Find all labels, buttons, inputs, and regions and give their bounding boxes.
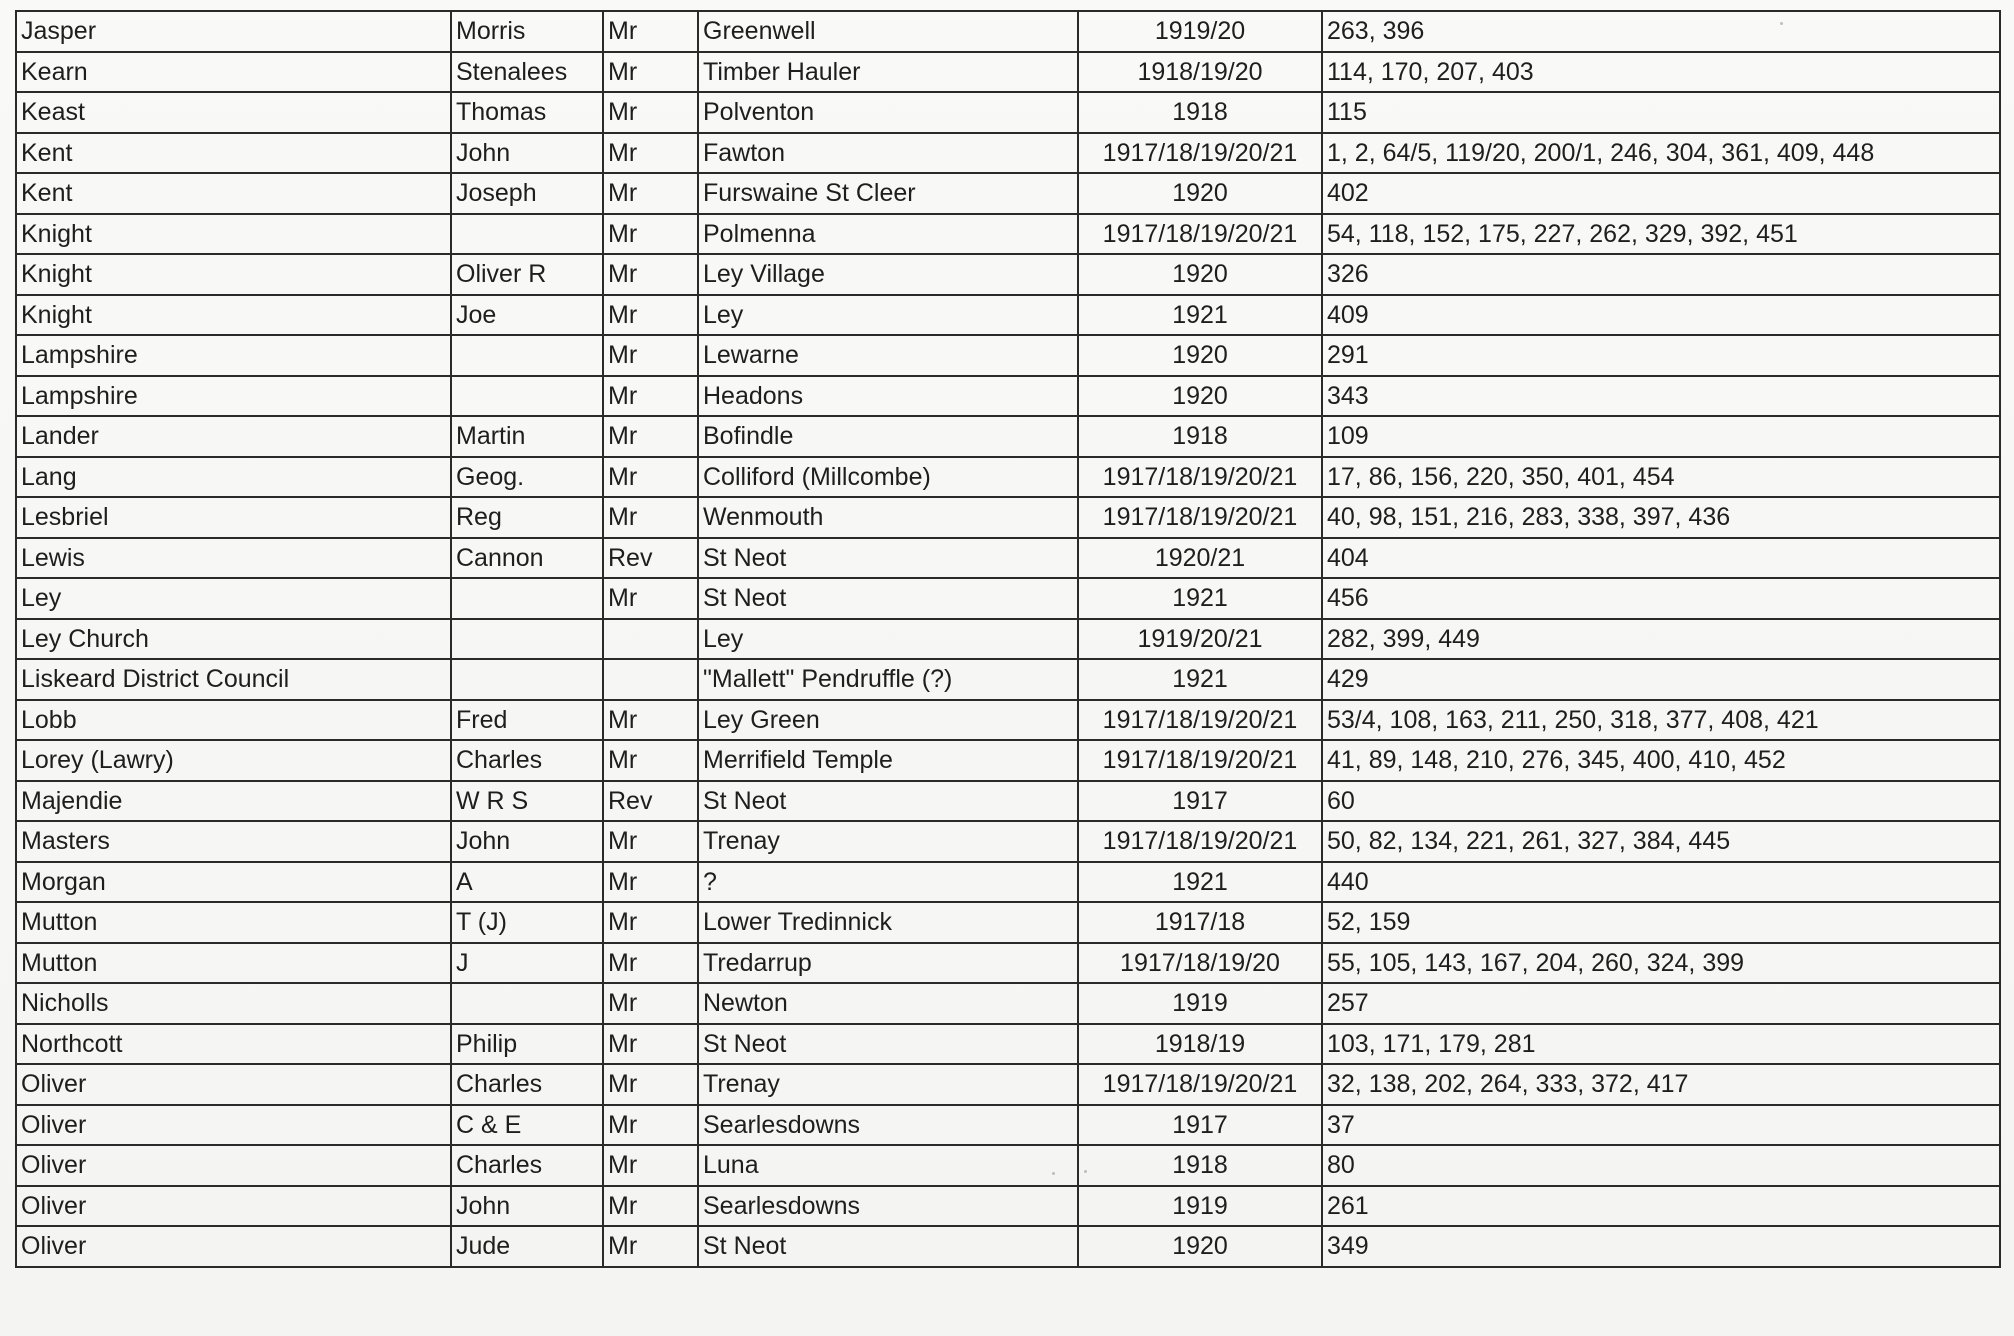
- place-cell: "Mallett" Pendruffle (?): [698, 659, 1078, 700]
- surname-cell: Mutton: [16, 902, 451, 943]
- surname-cell: Kent: [16, 133, 451, 174]
- forename-cell: Reg: [451, 497, 603, 538]
- place-cell: Greenwell: [698, 11, 1078, 52]
- table-row: [16, 1105, 2000, 1146]
- page-refs-cell: 257: [1322, 983, 2000, 1024]
- years-cell: 1917: [1078, 781, 1322, 822]
- place-cell: Timber Hauler: [698, 52, 1078, 93]
- page-refs-cell: 80: [1322, 1145, 2000, 1186]
- years-cell: 1919: [1078, 1186, 1322, 1227]
- years-cell: 1920: [1078, 376, 1322, 417]
- forename-cell: Cannon: [451, 538, 603, 579]
- years-cell: 1920: [1078, 335, 1322, 376]
- forename-cell: T (J): [451, 902, 603, 943]
- place-cell: Headons: [698, 376, 1078, 417]
- years-cell: 1917/18/19/20: [1078, 943, 1322, 984]
- forename-cell: Charles: [451, 740, 603, 781]
- title-cell: Mr: [603, 983, 698, 1024]
- page-refs-cell: 326: [1322, 254, 2000, 295]
- years-cell: 1918: [1078, 416, 1322, 457]
- surname-cell: Lobb: [16, 700, 451, 741]
- years-cell: 1917/18/19/20/21: [1078, 740, 1322, 781]
- table-row: [16, 416, 2000, 457]
- forename-cell: Thomas: [451, 92, 603, 133]
- page-refs-cell: 343: [1322, 376, 2000, 417]
- title-cell: Mr: [603, 1024, 698, 1065]
- surname-cell: Lorey (Lawry): [16, 740, 451, 781]
- title-cell: Mr: [603, 943, 698, 984]
- place-cell: St Neot: [698, 578, 1078, 619]
- place-cell: Bofindle: [698, 416, 1078, 457]
- table-row: [16, 821, 2000, 862]
- place-cell: Lower Tredinnick: [698, 902, 1078, 943]
- surname-cell: Masters: [16, 821, 451, 862]
- surname-cell: Oliver: [16, 1226, 451, 1267]
- years-cell: 1920/21: [1078, 538, 1322, 579]
- surname-cell: Oliver: [16, 1105, 451, 1146]
- place-cell: Trenay: [698, 821, 1078, 862]
- place-cell: Merrifield Temple: [698, 740, 1078, 781]
- place-cell: Colliford (Millcombe): [698, 457, 1078, 498]
- surname-cell: Lesbriel: [16, 497, 451, 538]
- place-cell: Luna: [698, 1145, 1078, 1186]
- surname-cell: Lampshire: [16, 376, 451, 417]
- title-cell: Mr: [603, 1145, 698, 1186]
- page-refs-cell: 103, 171, 179, 281: [1322, 1024, 2000, 1065]
- page-refs-cell: 115: [1322, 92, 2000, 133]
- forename-cell: C & E: [451, 1105, 603, 1146]
- forename-cell: W R S: [451, 781, 603, 822]
- page-refs-cell: 404: [1322, 538, 2000, 579]
- title-cell: Mr: [603, 457, 698, 498]
- years-cell: 1919/20/21: [1078, 619, 1322, 660]
- forename-cell: [451, 983, 603, 1024]
- forename-cell: J: [451, 943, 603, 984]
- page-refs-cell: 261: [1322, 1186, 2000, 1227]
- page-refs-cell: 41, 89, 148, 210, 276, 345, 400, 410, 452: [1322, 740, 2000, 781]
- page-refs-cell: 429: [1322, 659, 2000, 700]
- forename-cell: [451, 619, 603, 660]
- surname-cell: Ley: [16, 578, 451, 619]
- table-row: [16, 700, 2000, 741]
- title-cell: Mr: [603, 335, 698, 376]
- years-cell: 1921: [1078, 659, 1322, 700]
- title-cell: Mr: [603, 133, 698, 174]
- table-row: [16, 335, 2000, 376]
- forename-cell: John: [451, 821, 603, 862]
- surname-cell: Jasper: [16, 11, 451, 52]
- forename-cell: Oliver R: [451, 254, 603, 295]
- surname-cell: Kent: [16, 173, 451, 214]
- page-refs-cell: 109: [1322, 416, 2000, 457]
- table-row: [16, 1024, 2000, 1065]
- forename-cell: Charles: [451, 1145, 603, 1186]
- forename-cell: [451, 335, 603, 376]
- years-cell: 1917/18/19/20/21: [1078, 700, 1322, 741]
- forename-cell: Charles: [451, 1064, 603, 1105]
- place-cell: Searlesdowns: [698, 1186, 1078, 1227]
- years-cell: 1918/19/20: [1078, 52, 1322, 93]
- title-cell: Mr: [603, 295, 698, 336]
- surname-cell: Keast: [16, 92, 451, 133]
- page-refs-cell: 349: [1322, 1226, 2000, 1267]
- title-cell: Mr: [603, 902, 698, 943]
- title-cell: Mr: [603, 1226, 698, 1267]
- surname-cell: Lampshire: [16, 335, 451, 376]
- forename-cell: A: [451, 862, 603, 903]
- title-cell: Mr: [603, 578, 698, 619]
- title-cell: Mr: [603, 497, 698, 538]
- place-cell: Lewarne: [698, 335, 1078, 376]
- years-cell: 1918: [1078, 1145, 1322, 1186]
- page-refs-cell: 282, 399, 449: [1322, 619, 2000, 660]
- place-cell: Polmenna: [698, 214, 1078, 255]
- title-cell: Mr: [603, 1064, 698, 1105]
- register-table: [15, 10, 2001, 1268]
- page-refs-cell: 52, 159: [1322, 902, 2000, 943]
- table-row: [16, 254, 2000, 295]
- surname-cell: Oliver: [16, 1064, 451, 1105]
- years-cell: 1918: [1078, 92, 1322, 133]
- surname-cell: Knight: [16, 295, 451, 336]
- years-cell: 1917/18/19/20/21: [1078, 133, 1322, 174]
- title-cell: Mr: [603, 92, 698, 133]
- title-cell: Mr: [603, 700, 698, 741]
- page-refs-cell: 114, 170, 207, 403: [1322, 52, 2000, 93]
- title-cell: Mr: [603, 1186, 698, 1227]
- title-cell: Mr: [603, 862, 698, 903]
- page-refs-cell: 409: [1322, 295, 2000, 336]
- table-row: [16, 943, 2000, 984]
- forename-cell: Morris: [451, 11, 603, 52]
- place-cell: Ley Green: [698, 700, 1078, 741]
- page-refs-cell: 291: [1322, 335, 2000, 376]
- years-cell: 1917/18/19/20/21: [1078, 457, 1322, 498]
- surname-cell: Liskeard District Council: [16, 659, 451, 700]
- years-cell: 1921: [1078, 862, 1322, 903]
- place-cell: ?: [698, 862, 1078, 903]
- forename-cell: John: [451, 133, 603, 174]
- table-row: [16, 92, 2000, 133]
- forename-cell: Geog.: [451, 457, 603, 498]
- place-cell: St Neot: [698, 1024, 1078, 1065]
- place-cell: Fawton: [698, 133, 1078, 174]
- title-cell: Rev: [603, 538, 698, 579]
- page-refs-cell: 40, 98, 151, 216, 283, 338, 397, 436: [1322, 497, 2000, 538]
- title-cell: Mr: [603, 254, 698, 295]
- table-row: [16, 173, 2000, 214]
- years-cell: 1917/18: [1078, 902, 1322, 943]
- forename-cell: [451, 376, 603, 417]
- years-cell: 1920: [1078, 254, 1322, 295]
- surname-cell: Morgan: [16, 862, 451, 903]
- place-cell: Ley Village: [698, 254, 1078, 295]
- years-cell: 1920: [1078, 1226, 1322, 1267]
- forename-cell: Stenalees: [451, 52, 603, 93]
- forename-cell: [451, 578, 603, 619]
- years-cell: 1917: [1078, 1105, 1322, 1146]
- page-refs-cell: 60: [1322, 781, 2000, 822]
- place-cell: Trenay: [698, 1064, 1078, 1105]
- years-cell: 1919: [1078, 983, 1322, 1024]
- title-cell: Mr: [603, 416, 698, 457]
- place-cell: Polventon: [698, 92, 1078, 133]
- years-cell: 1917/18/19/20/21: [1078, 1064, 1322, 1105]
- table-row: [16, 1145, 2000, 1186]
- title-cell: Mr: [603, 376, 698, 417]
- place-cell: St Neot: [698, 538, 1078, 579]
- table-row: [16, 1226, 2000, 1267]
- title-cell: Rev: [603, 781, 698, 822]
- table-row: [16, 457, 2000, 498]
- table-row: [16, 295, 2000, 336]
- surname-cell: Lander: [16, 416, 451, 457]
- page-refs-cell: 402: [1322, 173, 2000, 214]
- forename-cell: Joseph: [451, 173, 603, 214]
- table-row: [16, 862, 2000, 903]
- table-row: [16, 781, 2000, 822]
- table-row: [16, 133, 2000, 174]
- place-cell: Ley: [698, 295, 1078, 336]
- table-row: [16, 497, 2000, 538]
- forename-cell: John: [451, 1186, 603, 1227]
- title-cell: Mr: [603, 1105, 698, 1146]
- page-refs-cell: 37: [1322, 1105, 2000, 1146]
- place-cell: Searlesdowns: [698, 1105, 1078, 1146]
- place-cell: Wenmouth: [698, 497, 1078, 538]
- years-cell: 1917/18/19/20/21: [1078, 214, 1322, 255]
- surname-cell: Knight: [16, 214, 451, 255]
- forename-cell: [451, 659, 603, 700]
- surname-cell: Majendie: [16, 781, 451, 822]
- table-row: [16, 983, 2000, 1024]
- years-cell: 1918/19: [1078, 1024, 1322, 1065]
- page-refs-cell: 32, 138, 202, 264, 333, 372, 417: [1322, 1064, 2000, 1105]
- years-cell: 1919/20: [1078, 11, 1322, 52]
- table-row: [16, 659, 2000, 700]
- place-cell: Newton: [698, 983, 1078, 1024]
- forename-cell: Fred: [451, 700, 603, 741]
- forename-cell: [451, 214, 603, 255]
- table-row: [16, 740, 2000, 781]
- table-row: [16, 538, 2000, 579]
- page-refs-cell: 1, 2, 64/5, 119/20, 200/1, 246, 304, 361, 409, 448: [1322, 133, 2000, 174]
- place-cell: Furswaine St Cleer: [698, 173, 1078, 214]
- table-row: [16, 52, 2000, 93]
- surname-cell: Oliver: [16, 1186, 451, 1227]
- surname-cell: Knight: [16, 254, 451, 295]
- place-cell: St Neot: [698, 1226, 1078, 1267]
- title-cell: Mr: [603, 173, 698, 214]
- years-cell: 1920: [1078, 173, 1322, 214]
- years-cell: 1917/18/19/20/21: [1078, 821, 1322, 862]
- table-row: [16, 578, 2000, 619]
- place-cell: St Neot: [698, 781, 1078, 822]
- table-row: [16, 902, 2000, 943]
- place-cell: Tredarrup: [698, 943, 1078, 984]
- forename-cell: Philip: [451, 1024, 603, 1065]
- years-cell: 1921: [1078, 295, 1322, 336]
- title-cell: [603, 619, 698, 660]
- title-cell: Mr: [603, 740, 698, 781]
- table-row: [16, 1064, 2000, 1105]
- page-refs-cell: 53/4, 108, 163, 211, 250, 318, 377, 408, 421: [1322, 700, 2000, 741]
- forename-cell: Martin: [451, 416, 603, 457]
- years-cell: 1921: [1078, 578, 1322, 619]
- surname-cell: Kearn: [16, 52, 451, 93]
- title-cell: Mr: [603, 11, 698, 52]
- page-refs-cell: 263, 396: [1322, 11, 2000, 52]
- page-refs-cell: 440: [1322, 862, 2000, 903]
- page-refs-cell: 17, 86, 156, 220, 350, 401, 454: [1322, 457, 2000, 498]
- years-cell: 1917/18/19/20/21: [1078, 497, 1322, 538]
- table-row: [16, 214, 2000, 255]
- surname-cell: Lewis: [16, 538, 451, 579]
- surname-cell: Northcott: [16, 1024, 451, 1065]
- forename-cell: Jude: [451, 1226, 603, 1267]
- surname-cell: Lang: [16, 457, 451, 498]
- title-cell: Mr: [603, 52, 698, 93]
- table-row: [16, 619, 2000, 660]
- surname-cell: Oliver: [16, 1145, 451, 1186]
- register-body: [16, 11, 2000, 1267]
- place-cell: Ley: [698, 619, 1078, 660]
- page-refs-cell: 54, 118, 152, 175, 227, 262, 329, 392, 451: [1322, 214, 2000, 255]
- title-cell: [603, 659, 698, 700]
- forename-cell: Joe: [451, 295, 603, 336]
- table-row: [16, 11, 2000, 52]
- page-refs-cell: 55, 105, 143, 167, 204, 260, 324, 399: [1322, 943, 2000, 984]
- title-cell: Mr: [603, 821, 698, 862]
- surname-cell: Nicholls: [16, 983, 451, 1024]
- surname-cell: Mutton: [16, 943, 451, 984]
- title-cell: Mr: [603, 214, 698, 255]
- page-refs-cell: 456: [1322, 578, 2000, 619]
- page-refs-cell: 50, 82, 134, 221, 261, 327, 384, 445: [1322, 821, 2000, 862]
- surname-cell: Ley Church: [16, 619, 451, 660]
- table-row: [16, 376, 2000, 417]
- table-row: [16, 1186, 2000, 1227]
